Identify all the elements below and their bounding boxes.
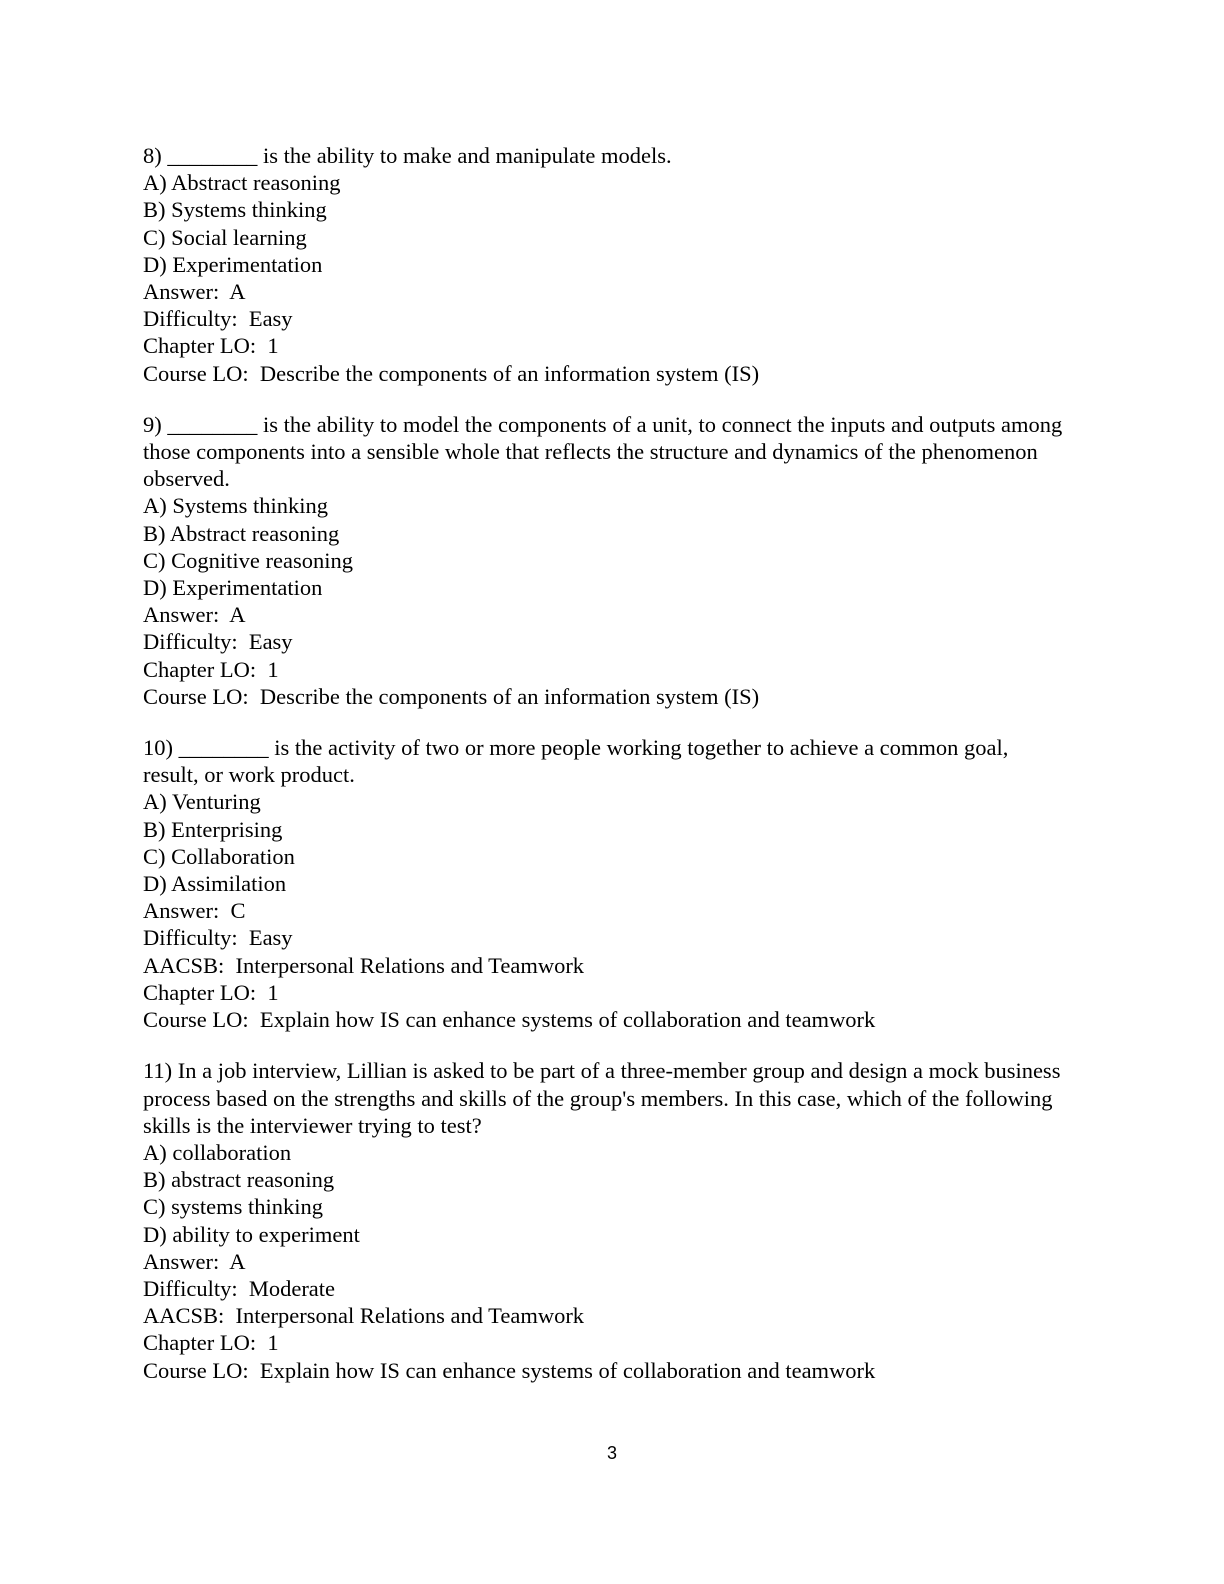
option-c: C) systems thinking xyxy=(143,1194,324,1220)
option-a: A) Abstract reasoning xyxy=(143,170,341,196)
option-b: B) Abstract reasoning xyxy=(143,520,340,546)
option-b: B) abstract reasoning xyxy=(143,1167,335,1193)
answer: Answer: A xyxy=(143,279,246,305)
question-11 xyxy=(143,1057,1083,1383)
question-stem: 8) ________ is the ability to make and manipulate models. xyxy=(143,143,672,168)
difficulty: Difficulty: Easy xyxy=(143,629,293,655)
option-c: C) Social learning xyxy=(143,224,307,250)
answer: Answer: A xyxy=(143,602,246,628)
course-lo: Course LO: Describe the components of an information system (IS) xyxy=(143,360,760,386)
document-page xyxy=(143,142,1083,1408)
answer: Answer: C xyxy=(143,898,246,924)
difficulty: Difficulty: Easy xyxy=(143,925,293,951)
option-c: C) Cognitive reasoning xyxy=(143,547,353,573)
question-9 xyxy=(143,411,1083,710)
page-number: 3 xyxy=(606,1443,617,1463)
aacsb: AACSB: Interpersonal Relations and Teamwork xyxy=(143,952,585,978)
option-c: C) Collaboration xyxy=(143,843,295,869)
course-lo: Course LO: Describe the components of an information system (IS) xyxy=(143,683,760,709)
question-8 xyxy=(143,142,1083,387)
question-stem: 9) ________ is the ability to model the components of a unit, to connect the inputs and outputs among those components into a sensible whole that reflects the structure and dynamics of the phenomenon observed. xyxy=(143,411,1068,492)
option-d: D) ability to experiment xyxy=(143,1221,360,1247)
option-b: B) Enterprising xyxy=(143,816,283,842)
chapter-lo: Chapter LO: 1 xyxy=(143,333,279,359)
option-a: A) Venturing xyxy=(143,789,261,815)
answer: Answer: A xyxy=(143,1248,246,1274)
difficulty: Difficulty: Easy xyxy=(143,306,293,332)
option-a: A) Systems thinking xyxy=(143,493,329,519)
question-10 xyxy=(143,734,1083,1033)
chapter-lo: Chapter LO: 1 xyxy=(143,656,279,682)
aacsb: AACSB: Interpersonal Relations and Teamwork xyxy=(143,1303,585,1329)
option-a: A) collaboration xyxy=(143,1139,292,1165)
option-d: D) Experimentation xyxy=(143,575,323,601)
option-d: D) Assimilation xyxy=(143,871,287,897)
course-lo: Course LO: Explain how IS can enhance systems of collaboration and teamwork xyxy=(143,1007,876,1033)
chapter-lo: Chapter LO: 1 xyxy=(143,979,279,1005)
difficulty: Difficulty: Moderate xyxy=(143,1275,336,1301)
question-stem: 10) ________ is the activity of two or more people working together to achieve a common goal, result, or work product. xyxy=(143,735,1015,788)
course-lo: Course LO: Explain how IS can enhance systems of collaboration and teamwork xyxy=(143,1357,876,1383)
option-b: B) Systems thinking xyxy=(143,197,327,223)
option-d: D) Experimentation xyxy=(143,251,323,277)
question-stem: 11) In a job interview, Lillian is asked to be part of a three-member group and design a mock business process based on the strengths and skills of the group's members. In this case, which of the following skills is the interviewer trying to test? xyxy=(143,1058,1067,1138)
chapter-lo: Chapter LO: 1 xyxy=(143,1330,279,1356)
